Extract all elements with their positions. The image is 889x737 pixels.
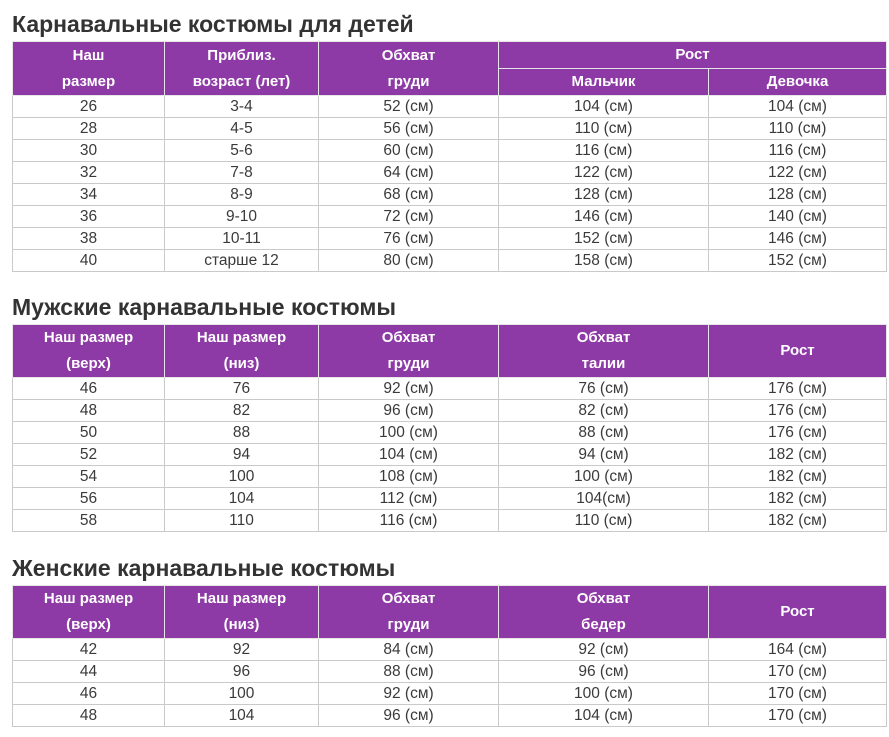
table-cell: 92 (см) — [319, 683, 499, 705]
table-cell: 52 (см) — [319, 96, 499, 118]
table-cell: 104 (см) — [499, 705, 709, 727]
table-cell: 38 — [13, 228, 165, 250]
column-header: Рост — [709, 586, 887, 639]
table-cell: 68 (см) — [319, 184, 499, 206]
table-cell: 110 (см) — [709, 118, 887, 140]
table-cell: 8-9 — [165, 184, 319, 206]
table-cell: 158 (см) — [499, 250, 709, 272]
table-cell: 32 — [13, 162, 165, 184]
table-cell: 4-5 — [165, 118, 319, 140]
table-cell: 170 (см) — [709, 705, 887, 727]
table-cell: 88 (см) — [499, 422, 709, 444]
table-cell: 104(см) — [499, 488, 709, 510]
table-row — [13, 206, 887, 228]
table-cell: 10-11 — [165, 228, 319, 250]
men-section-title: Мужские карнавальные костюмы — [12, 294, 396, 320]
table-row — [13, 118, 887, 140]
table-cell: 80 (см) — [319, 250, 499, 272]
table-cell: 104 — [165, 705, 319, 727]
header-our-size: Наш размер — [13, 42, 165, 96]
table-cell: 96 — [165, 661, 319, 683]
table-cell: 122 (см) — [709, 162, 887, 184]
table-cell: 110 (см) — [499, 510, 709, 532]
table-row — [13, 96, 887, 118]
men-table-body — [13, 378, 887, 532]
table-cell: 42 — [13, 639, 165, 661]
table-row — [13, 250, 887, 272]
table-cell: 104 (см) — [319, 444, 499, 466]
table-cell: 100 (см) — [319, 422, 499, 444]
column-header: Обхват груди — [319, 586, 499, 639]
kids-section-title: Карнавальные костюмы для детей — [12, 11, 414, 37]
table-cell: 58 — [13, 510, 165, 532]
table-cell: 152 (см) — [709, 250, 887, 272]
table-cell: 146 (см) — [709, 228, 887, 250]
table-cell: 116 (см) — [709, 140, 887, 162]
table-row — [13, 228, 887, 250]
men-size-table — [12, 324, 887, 532]
table-cell: 100 (см) — [499, 466, 709, 488]
table-row — [13, 184, 887, 206]
table-row — [13, 661, 887, 683]
table-row — [13, 444, 887, 466]
table-row — [13, 140, 887, 162]
men-header-row — [13, 325, 887, 378]
table-cell: 100 — [165, 683, 319, 705]
table-cell: 110 — [165, 510, 319, 532]
column-header: Наш размер (низ) — [165, 325, 319, 378]
table-cell: 56 (см) — [319, 118, 499, 140]
table-cell: 176 (см) — [709, 400, 887, 422]
table-row — [13, 422, 887, 444]
table-cell: 40 — [13, 250, 165, 272]
table-cell: 9-10 — [165, 206, 319, 228]
table-cell: 100 — [165, 466, 319, 488]
table-cell: 94 — [165, 444, 319, 466]
table-cell: 176 (см) — [709, 422, 887, 444]
table-cell: 92 (см) — [499, 639, 709, 661]
table-cell: 48 — [13, 705, 165, 727]
table-cell: 182 (см) — [709, 510, 887, 532]
table-row — [13, 466, 887, 488]
table-cell: 34 — [13, 184, 165, 206]
column-header: Обхват талии — [499, 325, 709, 378]
table-cell: 88 (см) — [319, 661, 499, 683]
header-approx-age: Приблиз. возраст (лет) — [165, 42, 319, 96]
table-cell: 3-4 — [165, 96, 319, 118]
table-cell: 5-6 — [165, 140, 319, 162]
table-cell: 100 (см) — [499, 683, 709, 705]
table-cell: 76 (см) — [499, 378, 709, 400]
table-cell: 112 (см) — [319, 488, 499, 510]
table-row — [13, 400, 887, 422]
table-cell: 26 — [13, 96, 165, 118]
table-cell: 108 (см) — [319, 466, 499, 488]
table-cell: 36 — [13, 206, 165, 228]
column-header: Наш размер (низ) — [165, 586, 319, 639]
header-boy: Мальчик — [499, 69, 709, 96]
table-cell: 116 (см) — [499, 140, 709, 162]
table-cell: 76 (см) — [319, 228, 499, 250]
header-girl: Девочка — [709, 69, 887, 96]
header-chest: Обхват груди — [319, 42, 499, 96]
table-cell: 104 — [165, 488, 319, 510]
table-row — [13, 683, 887, 705]
table-cell: 92 (см) — [319, 378, 499, 400]
table-cell: старше 12 — [165, 250, 319, 272]
table-cell: 7-8 — [165, 162, 319, 184]
table-cell: 28 — [13, 118, 165, 140]
table-cell: 76 — [165, 378, 319, 400]
table-row — [13, 639, 887, 661]
table-cell: 96 (см) — [319, 705, 499, 727]
table-cell: 54 — [13, 466, 165, 488]
table-cell: 146 (см) — [499, 206, 709, 228]
column-header: Наш размер (верх) — [13, 325, 165, 378]
table-cell: 140 (см) — [709, 206, 887, 228]
table-cell: 94 (см) — [499, 444, 709, 466]
table-cell: 56 — [13, 488, 165, 510]
table-cell: 152 (см) — [499, 228, 709, 250]
table-cell: 96 (см) — [499, 661, 709, 683]
table-cell: 50 — [13, 422, 165, 444]
column-header: Обхват груди — [319, 325, 499, 378]
table-row — [13, 162, 887, 184]
women-header-row — [13, 586, 887, 639]
column-header: Обхват бедер — [499, 586, 709, 639]
table-cell: 122 (см) — [499, 162, 709, 184]
header-height: Рост — [499, 42, 887, 69]
kids-size-table — [12, 41, 887, 272]
table-cell: 60 (см) — [319, 140, 499, 162]
table-cell: 116 (см) — [319, 510, 499, 532]
column-header: Наш размер (верх) — [13, 586, 165, 639]
table-cell: 182 (см) — [709, 488, 887, 510]
table-cell: 92 — [165, 639, 319, 661]
table-row — [13, 705, 887, 727]
table-cell: 104 (см) — [499, 96, 709, 118]
table-cell: 110 (см) — [499, 118, 709, 140]
table-cell: 84 (см) — [319, 639, 499, 661]
table-cell: 44 — [13, 661, 165, 683]
women-table-body — [13, 639, 887, 727]
table-cell: 88 — [165, 422, 319, 444]
table-cell: 128 (см) — [499, 184, 709, 206]
table-cell: 30 — [13, 140, 165, 162]
table-cell: 72 (см) — [319, 206, 499, 228]
table-cell: 182 (см) — [709, 466, 887, 488]
table-row — [13, 510, 887, 532]
table-cell: 82 (см) — [499, 400, 709, 422]
table-row — [13, 378, 887, 400]
table-cell: 52 — [13, 444, 165, 466]
women-size-table — [12, 585, 887, 727]
women-section-title: Женские карнавальные костюмы — [12, 555, 396, 581]
column-header: Рост — [709, 325, 887, 378]
table-cell: 164 (см) — [709, 639, 887, 661]
table-cell: 64 (см) — [319, 162, 499, 184]
table-cell: 170 (см) — [709, 683, 887, 705]
table-cell: 182 (см) — [709, 444, 887, 466]
kids-table-body — [13, 96, 887, 272]
table-cell: 176 (см) — [709, 378, 887, 400]
table-cell: 96 (см) — [319, 400, 499, 422]
table-cell: 128 (см) — [709, 184, 887, 206]
table-cell: 48 — [13, 400, 165, 422]
table-cell: 46 — [13, 683, 165, 705]
table-cell: 82 — [165, 400, 319, 422]
table-cell: 46 — [13, 378, 165, 400]
table-row — [13, 488, 887, 510]
table-cell: 170 (см) — [709, 661, 887, 683]
table-cell: 104 (см) — [709, 96, 887, 118]
